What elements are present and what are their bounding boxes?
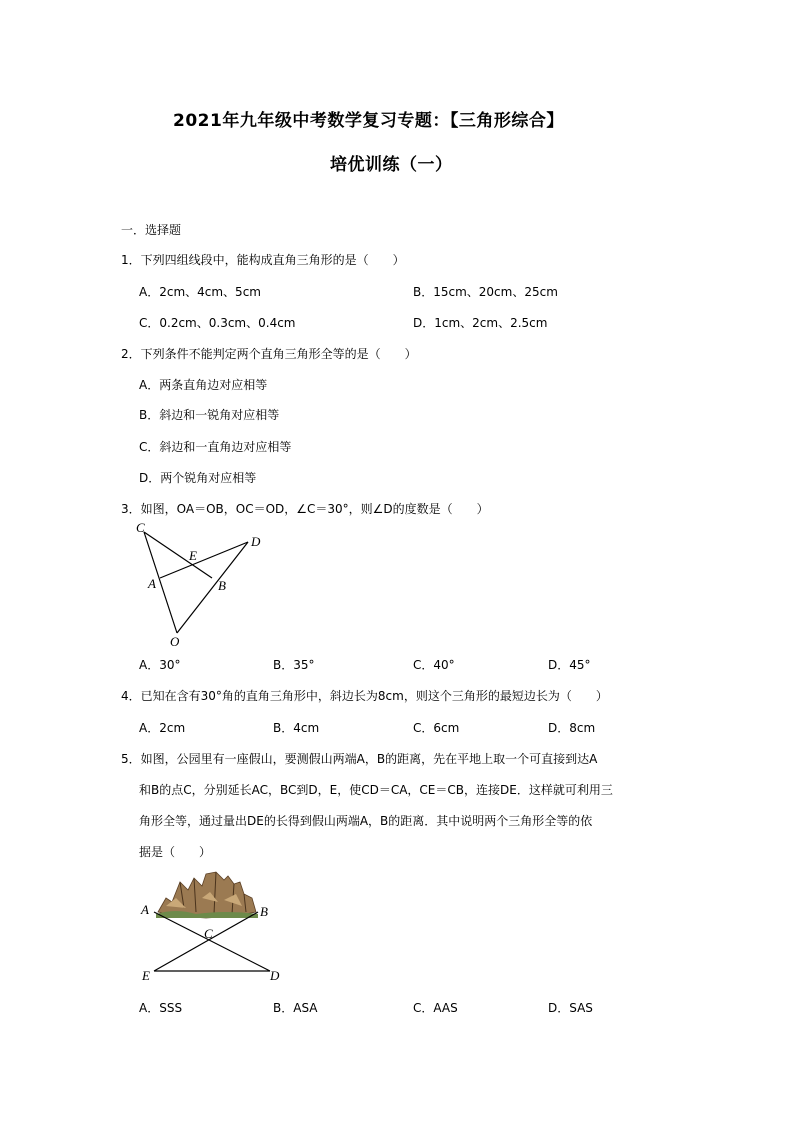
q5-option-a: A．SSS — [139, 1001, 183, 1015]
q4-option-c: C．6cm — [413, 721, 460, 735]
q5-option-c: C．AAS — [413, 1001, 458, 1015]
q5-option-b: B．ASA — [273, 1001, 318, 1015]
q1-option-a: A．2cm、4cm、5cm — [139, 285, 261, 299]
q2-stem: 2．下列条件不能判定两个直角三角形全等的是（ ） — [121, 347, 417, 361]
q3-label-d: D — [251, 534, 261, 549]
q5-stem-line1: 5．如图，公园里有一座假山，要测假山两端A，B的距离，先在平地上取一个可直接到达A — [121, 752, 598, 766]
q5-option-d: D．SAS — [548, 1001, 593, 1015]
rockery-image — [156, 872, 258, 918]
q4-option-d: D．8cm — [548, 721, 596, 735]
q4-option-b: B．4cm — [273, 721, 320, 735]
q3-label-b: B — [218, 578, 226, 593]
q4-stem: 4．已知在含有30°角的直角三角形中，斜边长为8cm，则这个三角形的最短边长为（ ） — [121, 689, 608, 703]
q1-option-c: C．0.2cm、0.3cm、0.4cm — [139, 316, 296, 330]
q5-stem-line3: 角形全等，通过量出DE的长得到假山两端A，B的距离．其中说明两个三角形全等的依 — [139, 814, 593, 828]
q3-label-o: O — [170, 634, 180, 649]
q5-label-e: E — [142, 968, 150, 983]
q5-label-d: D — [270, 968, 280, 983]
page-title-line2: 培优训练（一） — [330, 155, 453, 175]
q3-label-e: E — [189, 548, 197, 563]
q3-option-a: A．30° — [139, 658, 181, 672]
q5-stem-line2: 和B的点C，分别延长AC，BC到D，E，使CD＝CA，CE＝CB，连接DE．这样就可利用三 — [139, 783, 613, 797]
q3-label-c: C — [136, 520, 145, 535]
q3-label-a: A — [148, 576, 156, 591]
q5-label-a: A — [141, 902, 149, 917]
page-title-line1: 2021年九年级中考数学复习专题：【三角形综合】 — [173, 111, 564, 131]
q3-figure — [130, 518, 270, 650]
section-heading: 一．选择题 — [121, 223, 182, 237]
q5-label-c: C — [204, 926, 213, 941]
q5-line-be — [154, 912, 258, 971]
q5-label-b: B — [260, 904, 268, 919]
q2-option-d: D．两个锐角对应相等 — [139, 471, 257, 485]
q3-option-d: D．45° — [548, 658, 591, 672]
q2-option-b: B．斜边和一锐角对应相等 — [139, 408, 280, 422]
q5-figure — [136, 868, 296, 986]
q3-line-od — [177, 542, 248, 633]
q5-stem-line4: 据是（ ） — [139, 845, 212, 859]
q3-stem: 3．如图，OA＝OB，OC＝OD，∠C＝30°，则∠D的度数是（ ） — [121, 502, 489, 516]
q1-option-b: B．15cm、20cm、25cm — [413, 285, 558, 299]
q5-line-ad — [154, 912, 270, 971]
q1-stem: 1．下列四组线段中，能构成直角三角形的是（ ） — [121, 253, 405, 267]
q3-option-b: B．35° — [273, 658, 315, 672]
q2-option-a: A．两条直角边对应相等 — [139, 378, 268, 392]
q3-option-c: C．40° — [413, 658, 455, 672]
q2-option-c: C．斜边和一直角边对应相等 — [139, 440, 292, 454]
q4-option-a: A．2cm — [139, 721, 186, 735]
q1-option-d: D．1cm、2cm、2.5cm — [413, 316, 548, 330]
